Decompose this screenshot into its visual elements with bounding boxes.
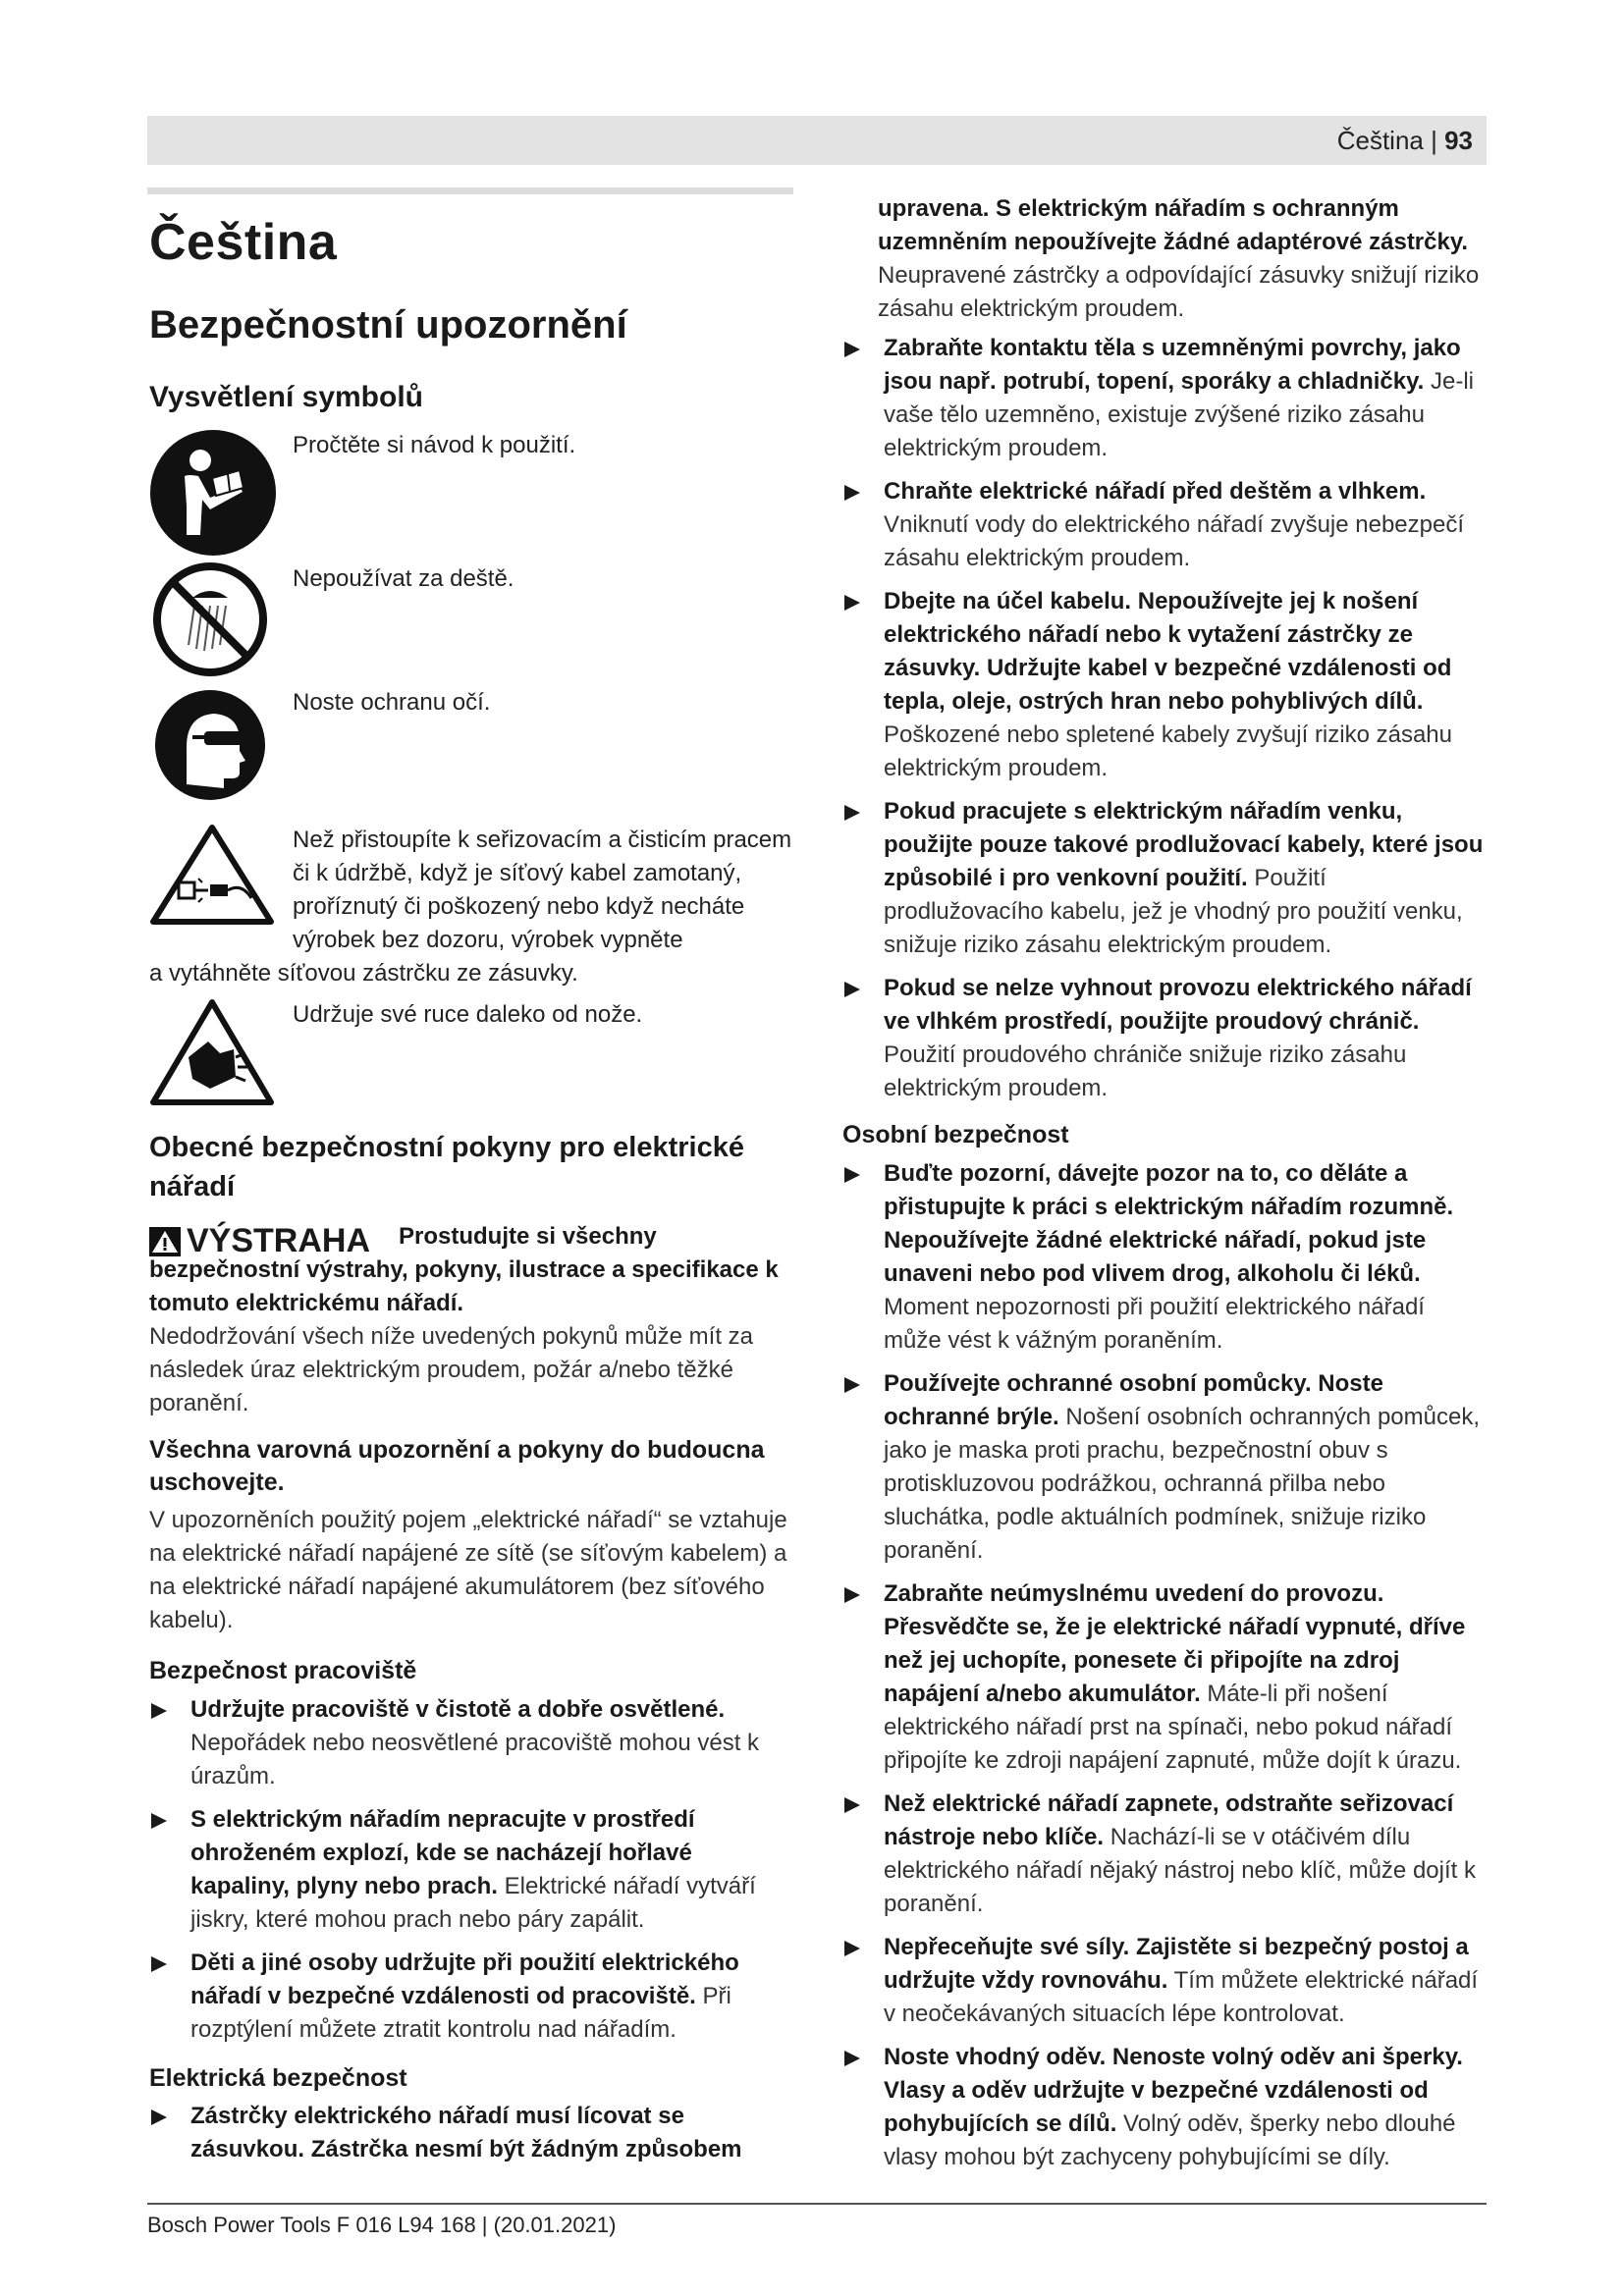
header-section: Čeština [1336, 126, 1424, 155]
list-item: Zabraňte neúmyslnému uvedení do provozu. Přesvědčte se, že je elektrické nářadí vypnuté, dříve než jej uchopíte, ponesete či připojíte na zdroj napájení a/nebo akumulátor. Máte-li při nošení elektrického nářadí prst na spínači, nebo pokud nářadí připojíte ke zdroji napájení zapnuté, může dojít k úrazu. [842, 1577, 1487, 1778]
list-item: S elektrickým nářadím nepracujte v prostředí ohroženém explozí, kde se nacházejí hořlavé kapaliny, plyny nebo prach. Elektrické nářadí vytváří jiskry, které mohou prach nebo páry zapálit. [149, 1803, 797, 1937]
warning-label [149, 1222, 370, 1260]
footer-text: Bosch Power Tools F 016 L94 168 | (20.01.2021) [147, 2213, 617, 2237]
column-rule [147, 187, 793, 194]
workplace-list [149, 1693, 797, 2047]
workplace-heading: Bezpečnost pracoviště [149, 1657, 417, 1685]
header-label: Čeština | 93 [1336, 126, 1473, 155]
electrical-list [149, 2100, 797, 2166]
list-item: Zástrčky elektrického nářadí musí lícovat se zásuvkou. Zástrčka nesmí být žádným způsobem [149, 2100, 797, 2166]
warning-block [149, 1220, 797, 1420]
symbol-text: Nepoužívat za deště. [293, 565, 514, 593]
language-title: Čeština [149, 214, 338, 271]
right-column [842, 192, 1487, 2184]
list-item: Zabraňte kontaktu těla s uzemněnými povrchy, jako jsou např. potrubí, topení, sporáky a chladničky. Je-li vaše tělo uzemněno, existuje zvýšené riziko zásahu elektrickým proudem. [842, 332, 1487, 465]
warning-text: Nedodržování všech níže uvedených pokynů může mít za následek úraz elektrickým proudem, požár a/nebo těžké poranění. [149, 1323, 753, 1417]
symbol-text: Udržuje své ruce daleko od nože. [293, 1001, 643, 1029]
list-item: Používejte ochranné osobní pomůcky. Noste ochranné brýle. Nošení osobních ochranných pomůcek, jako je maska proti prachu, bezpečnostní obuv s protiskluzovou podrážkou, ochranná přilba nebo sluchátka, podle aktuálních podmínek, snižuje riziko poranění. [842, 1367, 1487, 1568]
list-item: Pokud se nelze vyhnout provozu elektrického nářadí ve vlhkém prostředí, použijte proudový chránič. Použití proudového chrániče snižuje riziko zásahu elektrickým proudem. [842, 972, 1487, 1105]
list-item: Pokud pracujete s elektrickým nářadím venku, použijte pouze takové prodlužovací kabely, které jsou způsobilé i pro venkovní použití. Použití prodlužovacího kabelu, jež je vhodný pro použití venku, snižuje riziko zásahu elektrickým proudem. [842, 795, 1487, 962]
eye-protection-icon [149, 686, 277, 804]
read-manual-icon [149, 429, 277, 557]
symbol-text: Pročtěte si návod k použití. [293, 432, 576, 459]
electrical-list-continued [842, 332, 1487, 1105]
warning-label-text: VÝSTRAHA [187, 1222, 371, 1260]
symbols-heading: Vysvětlení symbolů [149, 380, 423, 413]
list-item: Než elektrické nářadí zapnete, odstraňte seřizovací nástroje nebo klíče. Nachází-li se v otáčivém dílu elektrického nářadí nějaký nástroj nebo klíč, může dojít k poranění. [842, 1788, 1487, 1921]
safety-heading: Bezpečnostní upozornění [149, 302, 627, 347]
list-item: Chraňte elektrické nářadí před deštěm a vlhkem. Vniknutí vody do elektrického nářadí zvyšuje nebezpečí zásahu elektrickým proudem. [842, 475, 1487, 575]
unplug-warning-icon [149, 824, 277, 926]
left-column [149, 196, 797, 2176]
list-item: Buďte pozorní, dávejte pozor na to, co děláte a přistupujte k práci s elektrickým nářadím rozumně. Nepoužívejte žádné elektrické nářadí, pokud jste unaveni nebo pod vlivem drog, alkoholu či léků. Moment nepozornosti při použití elektrického nářadí může vést k vážným poraněním. [842, 1157, 1487, 1358]
symbol-text: Noste ochranu očí. [293, 689, 491, 717]
page-header [147, 116, 1487, 165]
personal-safety-heading: Osobní bezpečnost [842, 1121, 1069, 1148]
blade-hand-warning-icon [149, 998, 277, 1108]
warning-triangle-icon [149, 1227, 181, 1256]
page-number: 93 [1444, 126, 1473, 155]
symbol-row [149, 429, 797, 559]
symbol-row [149, 824, 797, 957]
list-item: Noste vhodný oděv. Nenoste volný oděv ani šperky. Vlasy a oděv udržujte v bezpečné vzdálenosti od pohybujících se dílů. Volný oděv, šperky nebo dlouhé vlasy mohou být zachyceny pohybujícími se díly. [842, 2041, 1487, 2174]
warning-bold-text: Prostudujte si všechny bezpečnostní výstrahy, pokyny, ilustrace a specifikace k tomuto elektrickému nářadí. [149, 1223, 779, 1317]
symbol-text-continuation: a vytáhněte síťovou zástrčku ze zásuvky. [149, 960, 578, 988]
list-item: Dbejte na účel kabelu. Nepoužívejte jej k nošení elektrického nářadí nebo k vytažení zástrčky ze zásuvky. Udržujte kabel v bezpečné vzdálenosti od tepla, oleje, ostrých hran nebo pohyblivých dílů. Poškozené nebo spletené kabely zvyšují riziko zásahu elektrickým proudem. [842, 585, 1487, 785]
general-safety-heading: Obecné bezpečnostní pokyny pro elektrické nářadí [149, 1132, 744, 1203]
symbol-row [149, 998, 797, 1108]
electrical-continuation: upravena. S elektrickým nářadím s ochranným uzemněním nepoužívejte žádné adaptérové zástrčky. Neupravené zástrčky a odpovídající zásuvky snižují riziko zásahu elektrickým proudem. [878, 195, 1480, 322]
keep-instructions-text: V upozorněních použitý pojem „elektrické nářadí“ se vztahuje na elektrické nářadí napájené ze sítě (se síťovým kabelem) a na elektrické nářadí napájené akumulátorem (bez síťového kabelu). [149, 1507, 787, 1634]
keep-instructions-heading: Všechna varovná upozornění a pokyny do budoucna uschovejte. [149, 1436, 765, 1496]
list-item: Děti a jiné osoby udržujte při použití elektrického nářadí v bezpečné vzdálenosti od pracoviště. Při rozptýlení můžete ztratit kontrolu nad nářadím. [149, 1947, 797, 2047]
footer-rule [147, 2203, 1487, 2205]
symbol-row [149, 562, 797, 682]
symbol-text: Než přistoupíte k seřizovacím a čisticím pracem či k údržbě, když je síťový kabel zamotaný, proříznutý či poškozený nebo když necháte výrobek bez dozoru, výrobek vypněte [293, 827, 792, 954]
symbol-row [149, 686, 797, 814]
electrical-heading: Elektrická bezpečnost [149, 2063, 407, 2092]
list-item: Udržujte pracoviště v čistotě a dobře osvětlené. Nepořádek nebo neosvětlené pracoviště mohou vést k úrazům. [149, 1693, 797, 1793]
list-item: Nepřeceňujte své síly. Zajistěte si bezpečný postoj a udržujte vždy rovnováhu. Tím můžete elektrické nářadí v neočekávaných situacích lépe kontrolovat. [842, 1931, 1487, 2031]
no-rain-icon [149, 562, 277, 676]
personal-safety-list [842, 1157, 1487, 2174]
